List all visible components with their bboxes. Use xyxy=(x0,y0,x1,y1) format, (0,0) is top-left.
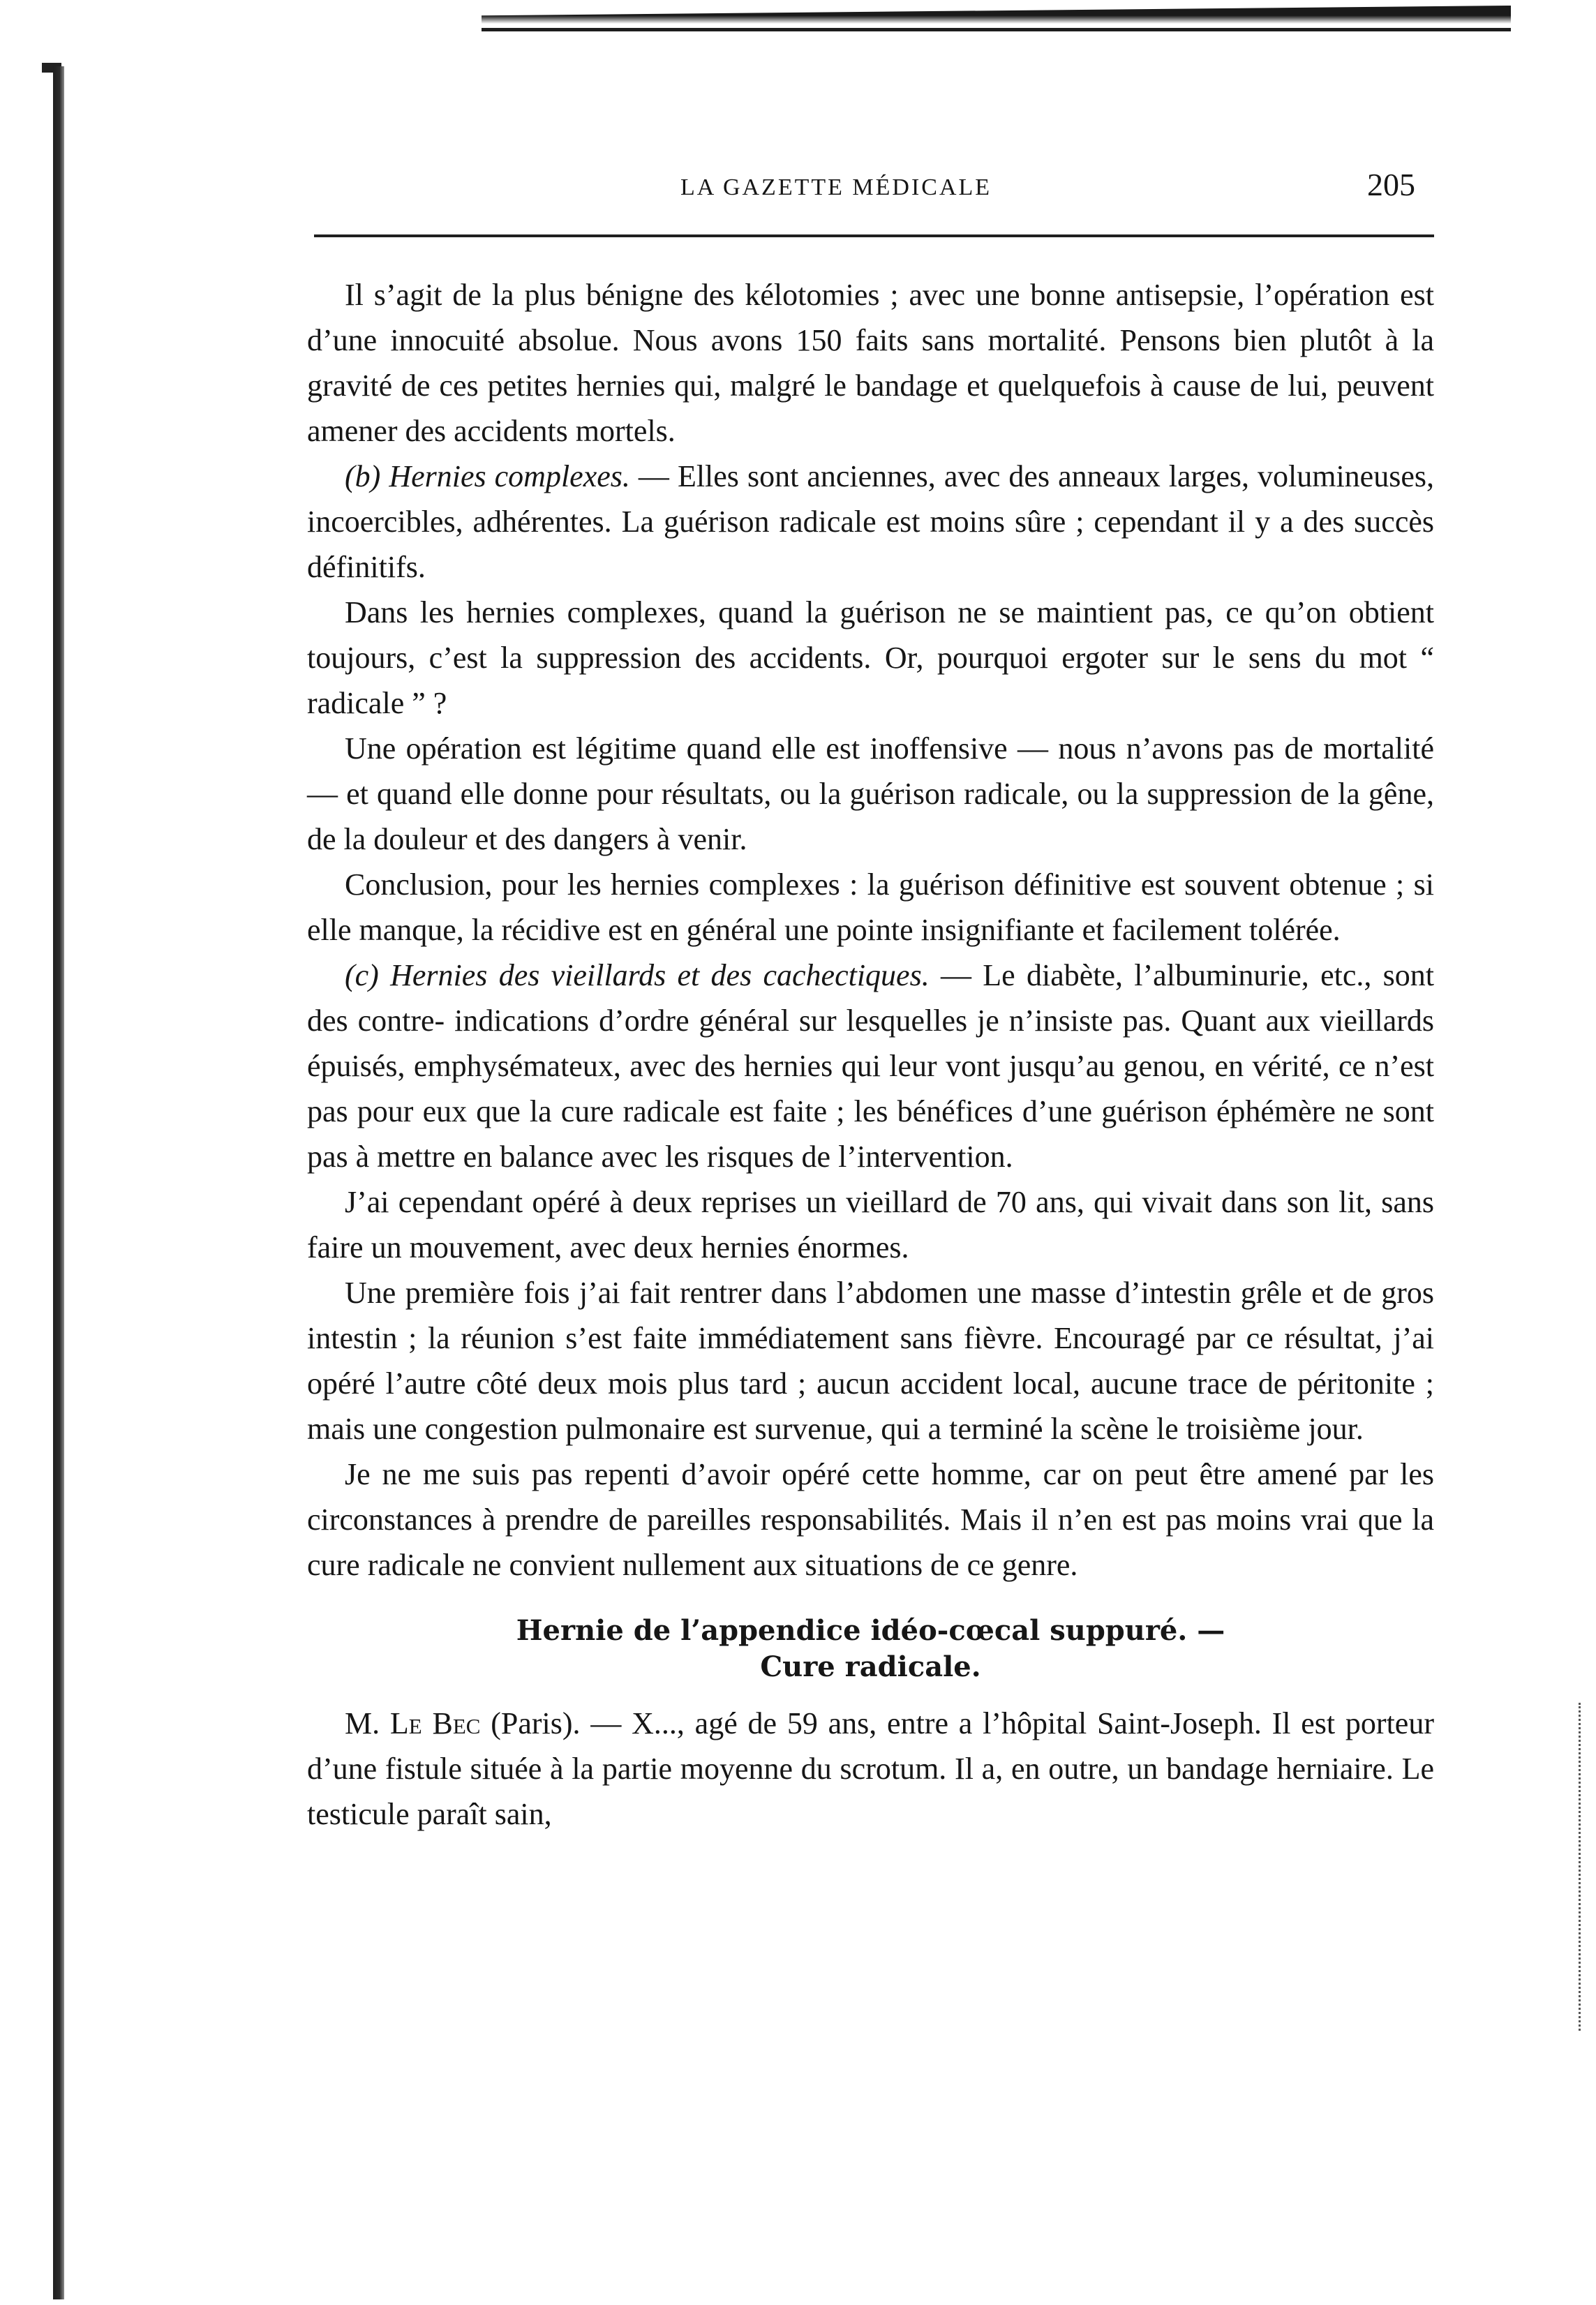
paragraph xyxy=(307,1270,1434,1452)
paragraph-text: — Elles sont anciennes, avec des anneaux larges, volumineuses, incoercibles, adhérentes. La guérison radicale est moins sûre ; cependant il y a des succès définitifs. xyxy=(307,459,1434,584)
scan-top-line xyxy=(482,28,1511,31)
paragraph-text: Dans les hernies complexes, quand la guérison ne se maintient pas, ce qu’on obtient toujours, c’est la suppression des accidents. Or, pourquoi ergoter sur le sens du mot “ radicale ” ? xyxy=(307,595,1434,720)
paragraph xyxy=(307,590,1434,726)
author-name: M. Le Bec xyxy=(345,1706,481,1740)
scan-right-edge-dots xyxy=(1579,1703,1583,2031)
section-heading xyxy=(307,1613,1434,1685)
paragraph xyxy=(307,1701,1434,1837)
paragraph-text: Il s’agit de la plus bénigne des kélotomies ; avec une bonne antisepsie, l’opération est d’une innocuité absolue. Nous avons 150 faits sans mortalité. Pensons bien plutôt à la gravité de ces petites hernies qui, malgré le bandage et quelquefois à cause de lui, peuvent amener des accidents mortels. xyxy=(307,278,1434,448)
paragraph xyxy=(307,1179,1434,1270)
paragraph-text: Une première fois j’ai fait rentrer dans l’abdomen une masse d’intestin grêle et de gros intestin ; la réunion s’est faite immédiatement sans fièvre. Encouragé par ce résultat, j’ai opéré l’autre côté deux mois plus tard ; aucun accident local, aucune trace de péritonite ; mais une congestion pulmonaire est survenue, qui a terminé la scène le troisième jour. xyxy=(307,1276,1434,1446)
paragraph-text: Une opération est légitime quand elle est inoffensive — nous n’avons pas de mortalité — et quand elle donne pour résultats, ou la guérison radicale, ou la suppression de la gêne, de la douleur et des dangers à venir. xyxy=(307,731,1434,856)
running-title: LA GAZETTE MÉDICALE xyxy=(680,174,992,200)
paragraph xyxy=(307,1452,1434,1588)
paragraph-lead-italic: (c) Hernies des vieillards et des cachectiques. xyxy=(345,958,930,992)
paragraph-text: Je ne me suis pas repenti d’avoir opéré cette homme, car on peut être amené par les circonstances à prendre de pareilles responsabilités. Mais il n’en est pas moins vrai que la cure radicale ne convient nullement aux situations de ce genre. xyxy=(307,1457,1434,1582)
running-head xyxy=(318,166,1431,208)
scan-left-binding-edge xyxy=(53,66,64,2299)
paragraph-text: Conclusion, pour les hernies complexes : la guérison définitive est souvent obtenue ; si elle manque, la récidive est en général une pointe insignifiante et facilement tolérée. xyxy=(307,867,1434,947)
paragraph-text: — Le diabète, l’albuminurie, etc., sont des contre- indications d’ordre général sur lesquelles je n’insiste pas. Quant aux vieillards épuisés, emphysémateux, avec des hernies qui leur vont jusqu’au genou, en vérité, ce n’est pas pour eux que la cure radicale est faite ; les bénéfices d’une guérison éphémère ne sont pas à mettre en balance avec les risques de l’intervention. xyxy=(307,958,1434,1174)
paragraph xyxy=(307,953,1434,1179)
section-heading-line: Hernie de l’appendice idéo-cœcal suppuré. — xyxy=(516,1614,1225,1647)
paragraph-lead-italic: (b) Hernies complexes. xyxy=(345,459,630,493)
paragraph-text: J’ai cependant opéré à deux reprises un vieillard de 70 ans, qui vivait dans son lit, sans faire un mouvement, avec deux hernies énormes. xyxy=(307,1185,1434,1265)
paragraph xyxy=(307,726,1434,862)
section-heading-line: Cure radicale. xyxy=(760,1650,981,1683)
page-number: 205 xyxy=(1367,167,1415,202)
paragraph-text: (Paris). — X..., agé de 59 ans, entre a l’hôpital Saint-Joseph. Il est porteur d’une fistule située à la partie moyenne du scrotum. Il a, en outre, un bandage herniaire. Le testicule paraît sain, xyxy=(307,1706,1434,1831)
header-rule xyxy=(314,234,1434,237)
paragraph xyxy=(307,862,1434,953)
paragraph xyxy=(307,454,1434,590)
article-body xyxy=(307,272,1434,1837)
paragraph xyxy=(307,272,1434,454)
scan-top-shadow xyxy=(482,6,1511,24)
